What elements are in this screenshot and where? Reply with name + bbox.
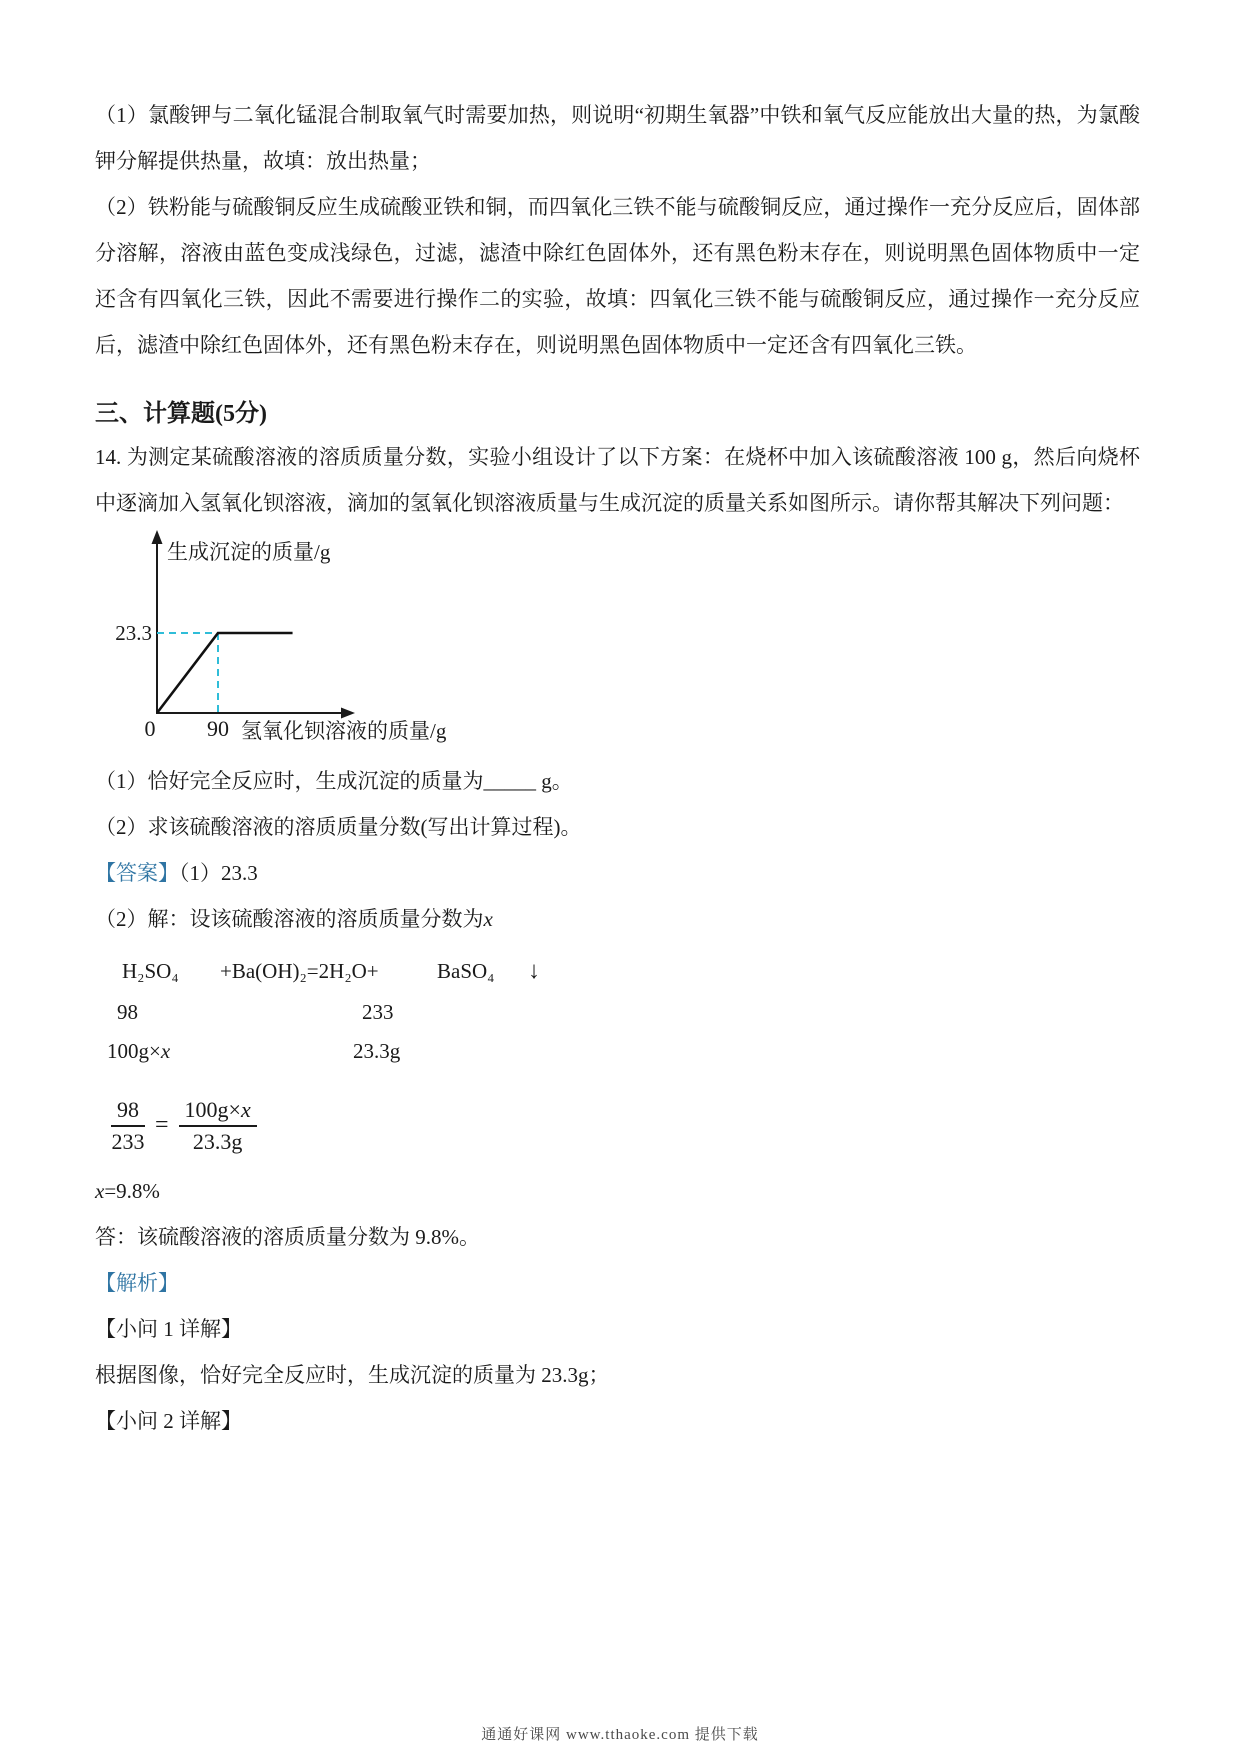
variable-x: x: [483, 907, 493, 931]
fraction-right-numerator: [179, 1097, 257, 1126]
conclusion-line: 答：该硫酸溶液的溶质质量分数为 9.8%。: [95, 1225, 480, 1249]
fraction-right: [179, 1097, 257, 1154]
x-tick-90: 90: [207, 716, 229, 741]
analysis-label: 【解析】: [95, 1271, 179, 1295]
variable-x: x: [95, 1179, 105, 1203]
analysis-label-line: [95, 1260, 1140, 1306]
precipitate-arrow-icon: ↓: [528, 958, 540, 984]
proportion-equation: [95, 1083, 1140, 1168]
origin-tick-0: 0: [144, 716, 156, 741]
x-axis-label: 氢氧化钡溶液的质量/g: [241, 719, 447, 743]
question-14-sub1: （1）恰好完全反应时，生成沉淀的质量为_____ g。: [95, 769, 573, 793]
given-mass-left: [107, 1038, 170, 1064]
equation-product-baso4: BaSO₄: [437, 959, 495, 983]
variable-x: x: [240, 1097, 251, 1123]
detail2-label-line: 【小问 2 详解】: [95, 1409, 242, 1433]
x-axis-arrow-icon: [341, 708, 355, 719]
question-14-stem: 14. 为测定某硫酸溶液的溶质质量分数，实验小组设计了以下方案：在烧杯中加入该硫酸溶液 100 g，然后向烧杯中逐滴加入氢氧化钡溶液，滴加的氢氧化钡溶液质量与生成沉淀的质量关系如图所示。请你帮其解决下列问题：: [95, 445, 1140, 515]
equals-sign: =: [155, 1112, 169, 1138]
y-axis-arrow-icon: [152, 530, 163, 544]
site-footer: 通通好课网 www.tthaoke.com 提供下载: [481, 1727, 759, 1743]
fraction-left-denominator: 233: [111, 1128, 145, 1154]
fraction-left-numerator: 98: [111, 1097, 145, 1126]
given-left-prefix: 100g×: [107, 1039, 161, 1063]
result-value: =9.8%: [104, 1179, 160, 1203]
answer-label: 【答案】: [95, 861, 179, 885]
molar-mass-233: 233: [362, 1000, 394, 1024]
section-heading-calculation: 三、计算题(5分): [95, 401, 267, 427]
given-mass-right: 23.3g: [353, 1039, 401, 1063]
detail1-label-line: 【小问 1 详解】: [95, 1317, 242, 1341]
explanation-paragraph-1: （1）氯酸钾与二氧化锰混合制取氧气时需要加热，则说明“初期生氧器”中铁和氧气反应能放出大量的热，为氯酸钾分解提供热量，故填：放出热量；: [95, 103, 1140, 173]
precipitate-curve: [157, 633, 293, 713]
answer-part2-intro: [95, 896, 1140, 942]
answer-part1-line: [95, 850, 1140, 896]
detail1-text-line: 根据图像，恰好完全反应时，生成沉淀的质量为 23.3g；: [95, 1363, 610, 1387]
fraction-right-num-prefix: 100g×: [184, 1097, 241, 1123]
y-tick-23-3: 23.3: [115, 621, 152, 645]
molar-mass-98: 98: [117, 1000, 138, 1024]
chemical-equation-block: [95, 942, 1140, 1083]
question-14-sub2: （2）求该硫酸溶液的溶质质量分数(写出计算过程)。: [95, 815, 582, 839]
equation-middle: +Ba(OH)₂=2H₂O+: [220, 959, 379, 983]
chart-canvas: [95, 526, 615, 758]
y-axis-label: 生成沉淀的质量/g: [167, 540, 331, 564]
equation-reactant-h2so4: H₂SO₄: [122, 959, 179, 983]
result-line: [95, 1168, 1140, 1214]
answer-part2-prefix: （2）解：设该硫酸溶液的溶质质量分数为: [95, 907, 484, 931]
explanation-paragraph-2: （2）铁粉能与硫酸铜反应生成硫酸亚铁和铜，而四氧化三铁不能与硫酸铜反应，通过操作一充分反应后，固体部分溶解，溶液由蓝色变成浅绿色，过滤，滤渣中除红色固体外，还有黑色粉末存在，则说明黑色固体物质中一定还含有四氧化三铁，因此不需要进行操作二的实验，故填：四氧化三铁不能与硫酸铜反应，通过操作一充分反应后，滤渣中除红色固体外，还有黑色粉末存在，则说明黑色固体物质中一定还含有四氧化三铁。: [95, 195, 1140, 357]
fraction-right-denominator: 23.3g: [192, 1128, 243, 1154]
variable-x: x: [160, 1039, 171, 1063]
fraction-left: [111, 1097, 145, 1154]
answer-part1-value: （1）23.3: [179, 861, 258, 885]
precipitate-mass-chart: [95, 526, 1140, 758]
